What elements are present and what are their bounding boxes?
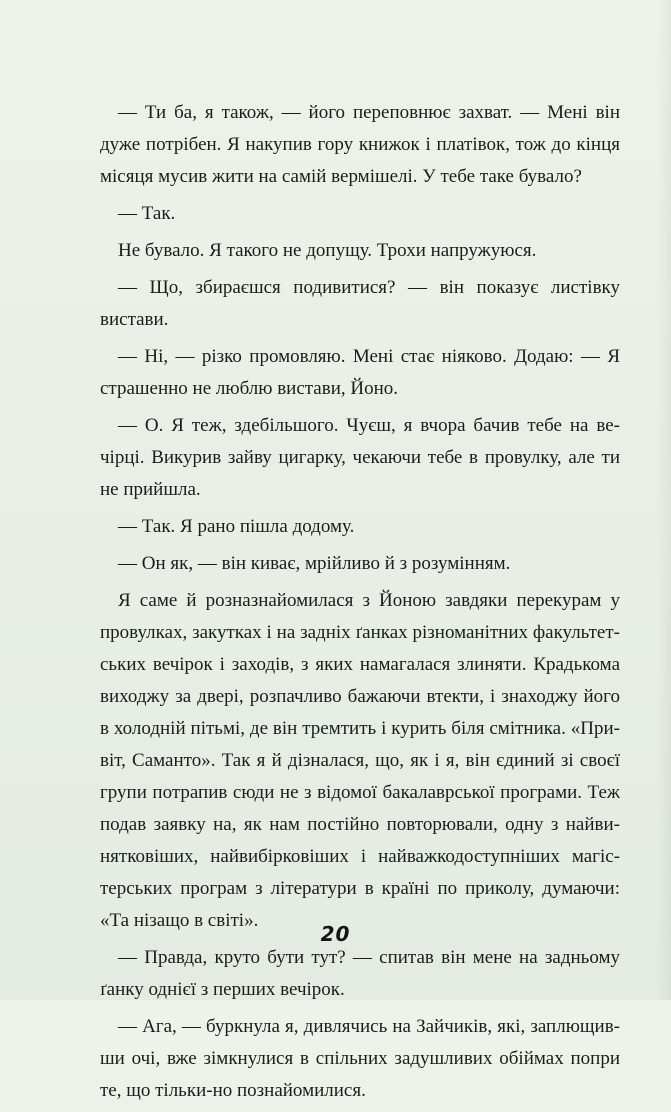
- paragraph: — Що, збираєшся подивитися? — він показує листівку вистави.: [100, 277, 620, 330]
- paragraph: — Так.: [118, 203, 176, 224]
- page-number: 20: [320, 922, 351, 946]
- paragraph: Я саме й розназнайомилася з Йоною завдяки перекурам у провулках, закутках і на задніх ґанках різноманітних факультетських вечірок і заходів, з яких намагалася злиняти. Крадькома виходжу за двері, розпачливо бажаючи втекти, і знаходжу його в холодній пітьмі, де він тремтить і курить біля смітника. «Привіт, Саманто». Так я й дізналася, що, як і я, він єдиний зі своєї групи потрапив сюди не з відомої бакалаврської програми. Теж подав заявку на, як нам постійно повторювали, одну з найвинятковіших, найвибірковіших і найважкодоступніших магістерських програм з літератури в країні по приколу, думаючи: «Та нізащо в світі».: [100, 590, 620, 931]
- paragraph: — Ні, — різко промовляю. Мені стає ніяково. Додаю: — Я страшенно не люблю вистави, Йоно.: [100, 346, 620, 399]
- paragraph: — Он як, — він киває, мрійливо й з розумінням.: [118, 553, 511, 574]
- paragraph: — О. Я теж, здебільшого. Чуєш, я вчора бачив тебе на вечірці. Викурив зайву цигарку, чекаючи тебе в провулку, але ти не прийшла.: [100, 415, 620, 500]
- paragraph: — Так. Я рано пішла додому.: [118, 516, 355, 537]
- page-edge-shadow: [657, 0, 671, 1000]
- body-text: [100, 97, 620, 1112]
- paragraph: — Ага, — буркнула я, дивлячись на Зайчиків, які, заплющивши очі, вже зімкнулися в спільних задушливих обіймах попри те, що тільки-но познайомилися.: [100, 1016, 620, 1101]
- paragraph: — Ти ба, я також, — його переповнює захват. — Мені він дуже потрібен. Я накупив гору книжок і платівок, тож до кінця місяця мусив жити на самій вермішелі. У тебе таке бувало?: [100, 102, 620, 187]
- paragraph: — Правда, круто бути тут? — спитав він мене на задньому ґанку однієї з перших вечірок.: [100, 947, 620, 1000]
- paragraph: Не бувало. Я такого не допущу. Трохи напружуюся.: [118, 240, 537, 261]
